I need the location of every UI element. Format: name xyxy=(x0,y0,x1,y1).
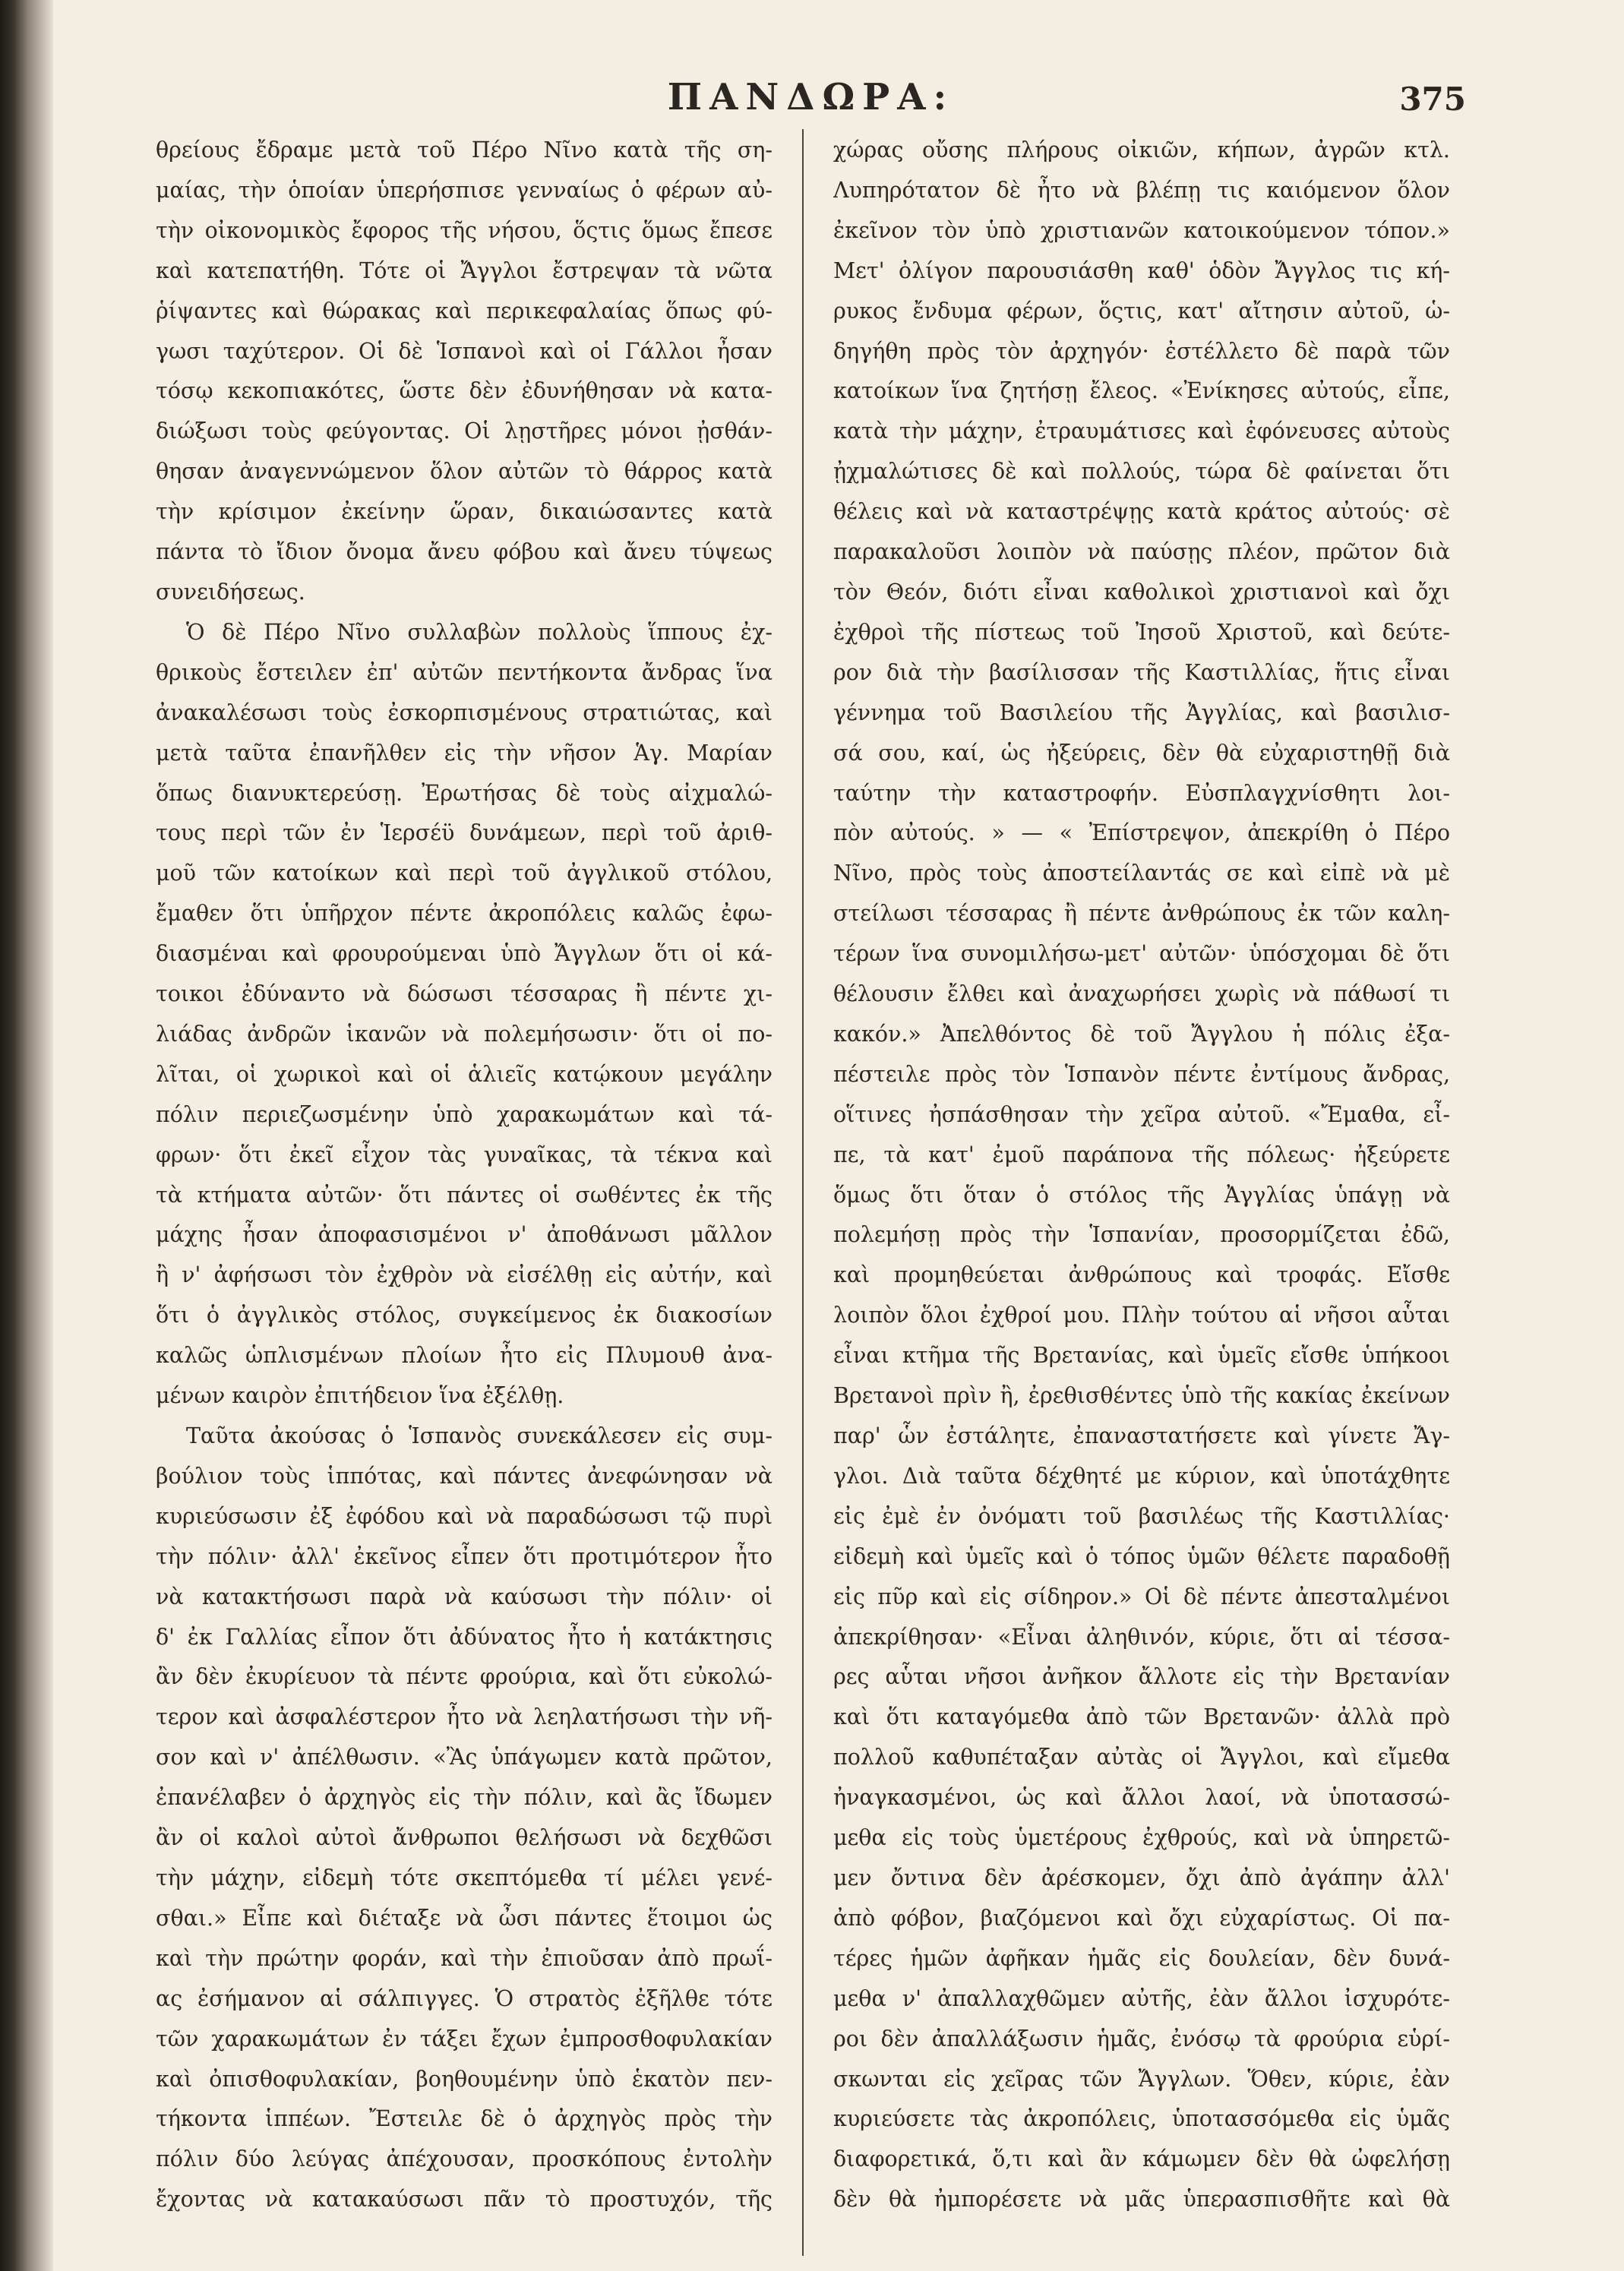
text-line: ρες αὗται νῆσοι ἀνῆκον ἄλλοτε εἰς τὴν Βρετανίαν xyxy=(833,1664,1450,1690)
text-line: ἀπεκρίθησαν· «Εἶναι ἀληθινόν, κύριε, ὅτι αἱ τέσσα- xyxy=(833,1624,1450,1650)
text-line: σθαι.» Εἶπε καὶ διέταξε νὰ ὦσι πάντες ἕτοιμοι ὡς xyxy=(156,1905,773,1931)
text-line: τὰ κτήματα αὐτῶν· ὅτι πάντες οἱ σωθέντες ἐκ τῆς xyxy=(156,1182,773,1208)
text-line: ἢ ν' ἀφήσωσι τὸν ἐχθρὸν νὰ εἰσέλθῃ εἰς αὐτήν, καὶ xyxy=(156,1262,773,1288)
text-line: ἀπὸ φόβον, βιαζόμενοι καὶ ὄχι εὐχαρίστως. Οἱ πα- xyxy=(833,1905,1450,1931)
text-line: εἰς ἐμὲ ἐν ὀνόματι τοῦ βασιλέως τῆς Καστιλλίας· xyxy=(833,1503,1450,1529)
text-line: ἀνακαλέσωσι τοὺς ἐσκορπισμένους στρατιώτας, καὶ xyxy=(156,700,773,725)
text-line: λοιπὸν ὅλοι ἐχθροί μου. Πλὴν τούτου αἱ νῆσοι αὗται xyxy=(833,1303,1450,1328)
text-line: λιάδας ἀνδρῶν ἱκανῶν νὰ πολεμήσωσιν· ὅτι οἱ πο- xyxy=(156,1021,773,1047)
text-line: οἵτινες ἠσπάσθησαν τὴν χεῖρα αὐτοῦ. «Ἔμαθα, εἶ- xyxy=(833,1101,1450,1127)
text-line: λῖται, οἱ χωρικοὶ καὶ οἱ ἁλιεῖς κατῴκουν μεγάλην xyxy=(156,1061,773,1087)
text-line: τέρων ἵνα συνομιλήσω-μετ' αὐτῶν· ὑπόσχομαι δὲ ὅτι xyxy=(833,941,1450,967)
text-line: ἐπανέλαβεν ὁ ἀρχηγὸς εἰς τὴν πόλιν, καὶ ἂς ἴδωμεν xyxy=(156,1785,773,1811)
text-line: ἔχοντας νὰ κατακαύσωσι πᾶν τὸ προστυχόν, τῆς xyxy=(156,2187,773,2213)
column-divider xyxy=(802,129,804,2256)
running-title: ΠΑΝΔΩΡΑ: xyxy=(667,76,955,118)
text-line: χώρας οὔσης πλήρους οἰκιῶν, κήπων, ἀγρῶν κτλ. xyxy=(833,137,1450,163)
text-line: δ' ἐκ Γαλλίας εἶπον ὅτι ἀδύνατος ἦτο ἡ κατάκτησις xyxy=(156,1624,773,1650)
text-line: σον καὶ ν' ἀπέλθωσιν. «Ἂς ὑπάγωμεν κατὰ πρῶτον, xyxy=(156,1745,773,1770)
text-line: Ταῦτα ἀκούσας ὁ Ἱσπανὸς συνεκάλεσεν εἰς συμ- xyxy=(186,1423,773,1448)
text-line: πόλιν περιεζωσμένην ὑπὸ χαρακωμάτων καὶ τά- xyxy=(156,1101,773,1127)
text-line: ῥίψαντες καὶ θώρακας καὶ περικεφαλαίας ὅπως φύ- xyxy=(156,298,773,324)
text-line: εἶναι κτῆμα τῆς Βρετανίας, καὶ ὑμεῖς εἴσθε ὑπήκοοι xyxy=(833,1343,1450,1369)
text-line: θησαν ἀναγεννώμενον ὅλον αὐτῶν τὸ θάρρος κατὰ xyxy=(156,459,773,485)
text-line: μεν ὄντινα δὲν ἀρέσκομεν, ὄχι ἀπὸ ἀγάπην ἀλλ' xyxy=(833,1865,1450,1890)
text-line: γέννημα τοῦ Βασιλείου τῆς Ἀγγλίας, καὶ βασιλισ- xyxy=(833,700,1450,725)
text-line: κατὰ τὴν μάχην, ἐτραυμάτισες καὶ ἐφόνευσες αὐτοὺς xyxy=(833,419,1450,444)
text-line: ὅτι ὁ ἀγγλικὸς στόλος, συγκείμενος ἐκ διακοσίων xyxy=(156,1303,773,1328)
text-line: μαίας, τὴν ὁποίαν ὑπερήσπισε γενναίως ὁ φέρων αὐ- xyxy=(156,177,773,203)
text-line: παρακαλοῦσι λοιπὸν νὰ παύσῃς πλέον, πρῶτον διὰ xyxy=(833,539,1450,565)
text-line: ρον διὰ τὴν βασίλισσαν τῆς Καστιλλίας, ἥτις εἶναι xyxy=(833,659,1450,685)
text-line: ἂν οἱ καλοὶ αὐτοὶ ἄνθρωποι θελήσωσι νὰ δεχθῶσι xyxy=(156,1825,773,1851)
text-line: δὲν θὰ ἠμπορέσετε νὰ μᾶς ὑπερασπισθῆτε καὶ θὰ xyxy=(833,2187,1450,2213)
text-line: ἐκεῖνον τὸν ὑπὸ χριστιανῶν κατοικούμενον τόπον.» xyxy=(833,217,1450,243)
text-line: μοῦ τῶν κατοίκων καὶ περὶ τοῦ ἀγγλικοῦ στόλου, xyxy=(156,861,773,886)
text-line: τὴν οἰκονομικὸς ἔφορος τῆς νήσου, ὅςτις ὅμως ἔπεσε xyxy=(156,217,773,243)
text-line: καὶ ὅτι καταγόμεθα ἀπὸ τῶν Βρετανῶν· ἀλλὰ πρὸ xyxy=(833,1704,1450,1730)
text-line: στείλωσι τέσσαρας ἢ πέντε ἀνθρώπους ἐκ τῶν καλη- xyxy=(833,901,1450,927)
text-line: τὸν Θεόν, διότι εἶναι καθολικοὶ χριστιανοὶ καὶ ὄχι xyxy=(833,579,1450,605)
text-line: διαφορετικά, ὅ,τι καὶ ἂν κάμωμεν δὲν θὰ ὠφελήσῃ xyxy=(833,2146,1450,2172)
text-line: πέστειλε πρὸς τὸν Ἱσπανὸν πέντε ἐντίμους ἄνδρας, xyxy=(833,1061,1450,1087)
book-page xyxy=(156,0,1466,2271)
text-line: νὰ κατακτήσωσι παρὰ νὰ καύσωσι τὴν πόλιν· οἱ xyxy=(156,1584,773,1609)
text-line: καὶ ὀπισθοφυλακίαν, βοηθουμένην ὑπὸ ἑκατὸν πεν- xyxy=(156,2066,773,2092)
text-line: κυριεύσετε τὰς ἀκροπόλεις, ὑποτασσόμεθα εἰς ὑμᾶς xyxy=(833,2106,1450,2132)
text-line: Ὁ δὲ Πέρο Νῖνο συλλαβὼν πολλοὺς ἵππους ἐχ- xyxy=(186,619,773,645)
text-line: Λυπηρότατον δὲ ἦτο νὰ βλέπῃ τις καιόμενον ὅλον xyxy=(833,177,1450,203)
text-line: τὴν μάχην, εἰδεμὴ τότε σκεπτόμεθα τί μέλει γενέ- xyxy=(156,1865,773,1890)
text-line: ροι δὲν ἀπαλλάξωσιν ἡμᾶς, ἐνόσῳ τὰ φρούρια εὑρί- xyxy=(833,2026,1450,2051)
text-line: μεθα εἰς τοὺς ὑμετέρους ἐχθρούς, καὶ νὰ ὑπηρετῶ- xyxy=(833,1825,1450,1851)
text-line: τὴν πόλιν· ἀλλ' ἐκεῖνος εἶπεν ὅτι προτιμότερον ἦτο xyxy=(156,1543,773,1569)
text-line: ας ἐσήμανον αἱ σάλπιγγες. Ὁ στρατὸς ἐξῆλθε τότε xyxy=(156,1985,773,2011)
text-line: ἐχθροὶ τῆς πίστεως τοῦ Ἰησοῦ Χριστοῦ, καὶ δεύτε- xyxy=(833,619,1450,645)
text-line: παρ' ὧν ἐστάλητε, ἐπαναστατήσετε καὶ γίνετε Ἄγ- xyxy=(833,1423,1450,1448)
text-line: πολλοῦ καθυπέταξαν αὐτὰς οἱ Ἄγγλοι, καὶ εἴμεθα xyxy=(833,1745,1450,1770)
page-number: 375 xyxy=(1399,81,1466,118)
text-line: τόσῳ κεκοπιακότες, ὥστε δὲν ἐδυνήθησαν νὰ κατα- xyxy=(156,378,773,404)
text-line: Βρετανοὶ πρὶν ἢ, ἐρεθισθέντες ὑπὸ τῆς κακίας ἐκείνων xyxy=(833,1383,1450,1409)
text-line: σά σου, καί, ὡς ἠξεύρεις, δὲν θὰ εὐχαριστηθῇ διὰ xyxy=(833,740,1450,766)
text-line: θρείους ἔδραμε μετὰ τοῦ Πέρο Νῖνο κατὰ τῆς ση- xyxy=(156,137,773,163)
text-line: φρων· ὅτι ἐκεῖ εἶχον τὰς γυναῖκας, τὰ τέκνα καὶ xyxy=(156,1142,773,1167)
text-line: σκωνται εἰς χεῖρας τῶν Ἄγγλων. Ὅθεν, κύριε, ἐὰν xyxy=(833,2066,1450,2092)
text-line: διώξωσι τοὺς φεύγοντας. Οἱ λῃστῆρες μόνοι ᾐσθάν- xyxy=(156,419,773,444)
text-line: ἔμαθεν ὅτι ὑπῆρχον πέντε ἀκροπόλεις καλῶς ἐφω- xyxy=(156,901,773,927)
text-line: πὸν αὐτούς. » — « Ἐπίστρεψον, ἀπεκρίθη ὁ Πέρο xyxy=(833,820,1450,846)
text-line: ἂν δὲν ἐκυρίευον τὰ πέντε φρούρια, καὶ ὅτι εὐκολώ- xyxy=(156,1664,773,1690)
text-line: καὶ προμηθεύεται ἀνθρώπους καὶ τροφάς. Εἴσθε xyxy=(833,1262,1450,1288)
text-line: ἠναγκασμένοι, ὡς καὶ ἄλλοι λαοί, νὰ ὑποτασσώ- xyxy=(833,1785,1450,1811)
text-line: ρυκος ἔνδυμα φέρων, ὅςτις, κατ' αἴτησιν αὐτοῦ, ὡ- xyxy=(833,298,1450,324)
text-line: διασμέναι καὶ φρουρούμεναι ὑπὸ Ἄγγλων ὅτι οἱ κά- xyxy=(156,941,773,967)
text-line: τέρες ἡμῶν ἀφῆκαν ἡμᾶς εἰς δουλείαν, δὲν δυνά- xyxy=(833,1945,1450,1971)
text-line: τήκοντα ἱππέων. Ἔστειλε δὲ ὁ ἀρχηγὸς πρὸς τὴν xyxy=(156,2106,773,2132)
text-line: εἰδεμὴ καὶ ὑμεῖς καὶ ὁ τόπος ὑμῶν θέλετε παραδοθῇ xyxy=(833,1543,1450,1569)
text-line: κατοίκων ἵνα ζητήσῃ ἔλεος. «Ἐνίκησες αὐτούς, εἶπε, xyxy=(833,378,1450,404)
text-line: τερον καὶ ἀσφαλέστερον ἦτο νὰ λεηλατήσωσι τὴν νῆ- xyxy=(156,1704,773,1730)
text-line: βούλιον τοὺς ἱππότας, καὶ πάντες ἀνεφώνησαν νὰ xyxy=(156,1463,773,1489)
text-line: τῶν χαρακωμάτων ἐν τάξει ἔχων ἐμπροσθοφυλακίαν xyxy=(156,2026,773,2051)
text-line: γωσι ταχύτερον. Οἱ δὲ Ἱσπανοὶ καὶ οἱ Γάλλοι ἦσαν xyxy=(156,338,773,364)
binding-shadow xyxy=(0,0,53,2271)
text-line: γλοι. Διὰ ταῦτα δέχθητέ με κύριον, καὶ ὑποτάχθητε xyxy=(833,1463,1450,1489)
text-line: μετὰ ταῦτα ἐπανῆλθεν εἰς τὴν νῆσον Ἁγ. Μαρίαν xyxy=(156,740,773,766)
text-line: Μετ' ὀλίγον παρουσιάσθη καθ' ὁδὸν Ἄγγλος τις κή- xyxy=(833,257,1450,283)
text-line: τοικοι ἐδύναντο νὰ δώσωσι τέσσαρας ἢ πέντε χι- xyxy=(156,981,773,1007)
text-line: μεθα ν' ἀπαλλαχθῶμεν αὐτῆς, ἐὰν ἄλλοι ἰσχυρότε- xyxy=(833,1985,1450,2011)
text-line: κυριεύσωσιν ἐξ ἐφόδου καὶ νὰ παραδώσωσι τῷ πυρὶ xyxy=(156,1503,773,1529)
text-line: πόλιν δύο λεύγας ἀπέχουσαν, προσκόπους ἐντολὴν xyxy=(156,2146,773,2172)
text-line: πε, τὰ κατ' ἐμοῦ παράπονα τῆς πόλεως· ἠξεύρετε xyxy=(833,1142,1450,1167)
text-line: μάχης ἦσαν ἀποφασισμένοι ν' ἀποθάνωσι μᾶλλον xyxy=(156,1222,773,1248)
text-line: πολεμήσῃ πρὸς τὴν Ἱσπανίαν, προσορμίζεται ἐδῶ, xyxy=(833,1222,1450,1248)
text-line: ὅμως ὅτι ὅταν ὁ στόλος τῆς Ἀγγλίας ὑπάγῃ νὰ xyxy=(833,1182,1450,1208)
text-line: εἰς πῦρ καὶ εἰς σίδηρον.» Οἱ δὲ πέντε ἀπεσταλμένοι xyxy=(833,1584,1450,1609)
text-line: καὶ κατεπατήθη. Τότε οἱ Ἄγγλοι ἔστρεψαν τὰ νῶτα xyxy=(156,257,773,283)
page-header xyxy=(156,76,1466,122)
text-line: καλῶς ὡπλισμένων πλοίων ἦτο εἰς Πλυμουθ ἀνα- xyxy=(156,1343,773,1369)
text-line: ταύτην τὴν καταστροφήν. Εὐσπλαγχνίσθητι λοι- xyxy=(833,780,1450,806)
right-text-column xyxy=(833,131,1450,2220)
text-line: τους περὶ τῶν ἐν Ἱερσέϋ δυνάμεων, περὶ τοῦ ἀριθ- xyxy=(156,820,773,846)
text-line: τὴν κρίσιμον ἐκείνην ὥραν, δικαιώσαντες κατὰ xyxy=(156,499,773,525)
left-text-column xyxy=(156,131,773,2220)
text-line: δηγήθη πρὸς τὸν ἀρχηγόν· ἐστέλλετο δὲ παρὰ τῶν xyxy=(833,338,1450,364)
text-line: ὅπως διανυκτερεύσῃ. Ἐρωτήσας δὲ τοὺς αἰχμαλώ- xyxy=(156,780,773,806)
text-line: ᾐχμαλώτισες δὲ καὶ πολλούς, τώρα δὲ φαίνεται ὅτι xyxy=(833,459,1450,485)
text-line: πάντα τὸ ἴδιον ὄνομα ἄνευ φόβου καὶ ἄνευ τύψεως xyxy=(156,539,773,565)
text-line: συνειδήσεως. xyxy=(156,579,305,605)
text-line: θέλουσιν ἔλθει καὶ ἀναχωρήσει χωρὶς νὰ πάθωσί τι xyxy=(833,981,1450,1007)
text-line: θέλεις καὶ νὰ καταστρέψῃς κατὰ κράτος αὐτούς· σὲ xyxy=(833,499,1450,525)
text-line: θρικοὺς ἔστειλεν ἐπ' αὐτῶν πεντήκοντα ἄνδρας ἵνα xyxy=(156,659,773,685)
text-line: κακόν.» Ἀπελθόντος δὲ τοῦ Ἄγγλου ἡ πόλις ἐξα- xyxy=(833,1021,1450,1047)
text-line: Νῖνο, πρὸς τοὺς ἀποστείλαντάς σε καὶ εἰπὲ νὰ μὲ xyxy=(833,861,1450,886)
text-line: μένων καιρὸν ἐπιτήδειον ἵνα ἐξέλθῃ. xyxy=(156,1383,564,1409)
text-line: καὶ τὴν πρώτην φοράν, καὶ τὴν ἐπιοῦσαν ἀπὸ πρωΐ- xyxy=(156,1945,773,1971)
